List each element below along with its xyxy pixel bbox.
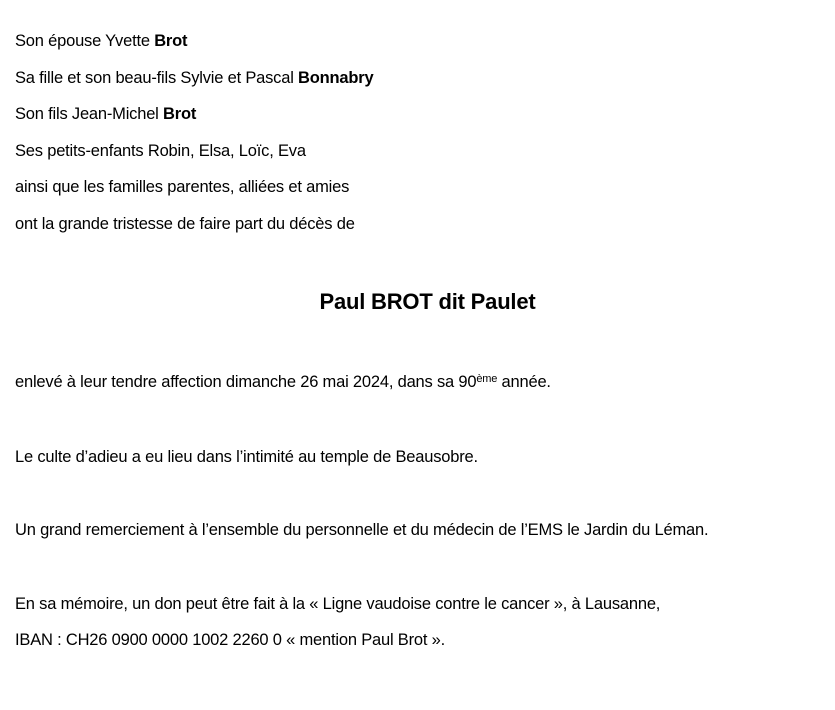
daughter-prefix: Sa fille et son beau-fils Sylvie et Pascal	[15, 69, 299, 87]
son-prefix: Son fils Jean-Michel	[15, 105, 164, 123]
son-line	[15, 103, 196, 125]
death-text: enlevé à leur tendre affection dimanche 26 mai 2024, dans sa 90	[15, 373, 477, 391]
son-surname: Brot	[163, 105, 197, 123]
wife-surname: Brot	[154, 32, 188, 50]
service-line: Le culte d’adieu a eu lieu dans l’intimité au temple de Beausobre.	[15, 448, 478, 466]
death-line	[15, 371, 551, 393]
relatives-line: ainsi que les familles parentes, alliées et amies	[15, 178, 350, 196]
iban-line: IBAN : CH26 0900 0000 1002 2260 0 « mention Paul Brot ».	[15, 631, 446, 649]
grandchildren-line: Ses petits-enfants Robin, Elsa, Loïc, Eva	[15, 142, 306, 160]
wife-line	[15, 30, 187, 52]
wife-prefix: Son épouse Yvette	[15, 32, 155, 50]
daughter-surname: Bonnabry	[298, 69, 374, 87]
donation-line: En sa mémoire, un don peut être fait à la « Ligne vaudoise contre le cancer », à Lausanne,	[15, 595, 661, 613]
thanks-line: Un grand remerciement à l’ensemble du personnelle et du médecin de l’EMS le Jardin du Léman.	[15, 521, 709, 539]
ordinal-superscript: ème	[476, 373, 498, 385]
death-text-end: année.	[497, 373, 551, 391]
daughter-line	[15, 67, 373, 89]
deceased-name-heading: Paul BROT dit Paulet	[319, 289, 536, 314]
announcement-line: ont la grande tristesse de faire part du décès de	[15, 215, 355, 233]
